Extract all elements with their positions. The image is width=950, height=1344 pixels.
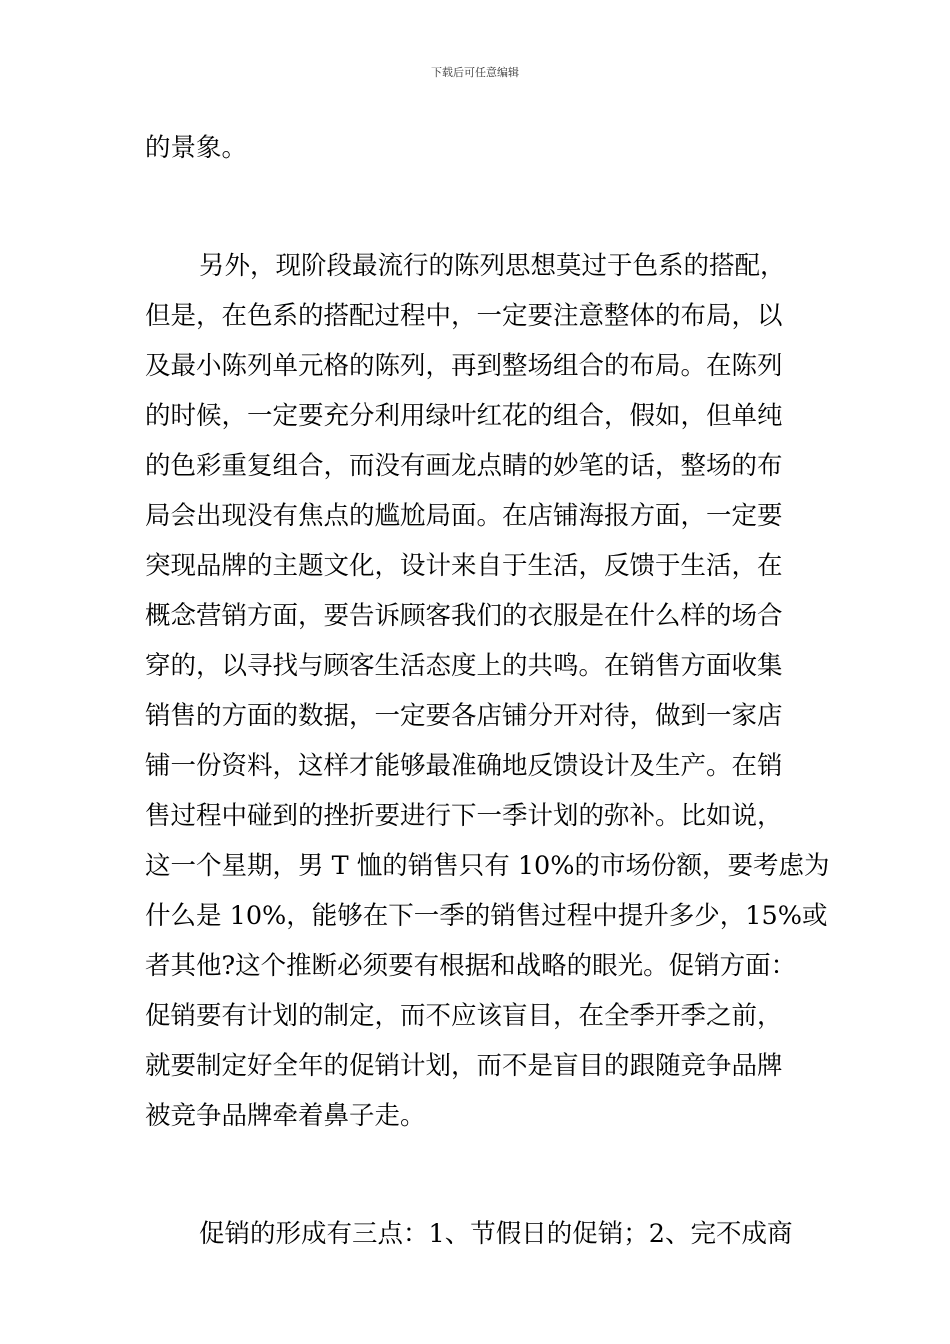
text-line: 及最小陈列单元格的陈列，再到整场组合的布局。在陈列 (145, 351, 783, 381)
text-line: 穿的，以寻找与顾客生活态度上的共鸣。在销售方面收集 (145, 651, 783, 681)
text-line: 概念营销方面，要告诉顾客我们的衣服是在什么样的场合 (145, 601, 783, 631)
text-line: 局会出现没有焦点的尴尬局面。在店铺海报方面，一定要 (145, 501, 783, 531)
text-line: 突现品牌的主题文化，设计来自于生活，反馈于生活，在 (145, 551, 783, 581)
text-line: 什么是 10%，能够在下一季的销售过程中提升多少，15%或 (145, 901, 828, 931)
document-body (145, 123, 830, 1259)
text-line: 销售的方面的数据，一定要各店铺分开对待，做到一家店 (145, 701, 783, 731)
page-header: 下载后可任意编辑 (431, 66, 519, 79)
text-line: 者其他?这个推断必须要有根据和战略的眼光。促销方面： (145, 951, 797, 981)
text-line: 促销要有计划的制定，而不应该盲目，在全季开季之前， (145, 1001, 783, 1031)
text-line: 售过程中碰到的挫折要进行下一季计划的弥补。比如说， (145, 801, 783, 831)
text-line: 就要制定好全年的促销计划，而不是盲目的跟随竞争品牌 (145, 1051, 783, 1081)
paragraph-2 (145, 241, 830, 1141)
paragraph-1 (145, 123, 815, 173)
text-line: 的色彩重复组合，而没有画龙点睛的妙笔的话，整场的布 (145, 451, 783, 481)
text-line: 被竞争品牌牵着鼻子走。 (145, 1101, 426, 1131)
text-line: 促销的形成有三点：1、节假日的促销；2、完不成商 (199, 1219, 793, 1249)
text-line: 另外，现阶段最流行的陈列思想莫过于色系的搭配， (199, 251, 786, 281)
text-line: 铺一份资料，这样才能够最准确地反馈设计及生产。在销 (145, 751, 783, 781)
text-line: 这一个星期，男 T 恤的销售只有 10%的市场份额，要考虑为 (145, 851, 830, 881)
text-line: 的时候，一定要充分利用绿叶红花的组合，假如，但单纯 (145, 401, 783, 431)
text-line: 的景象。 (145, 133, 248, 163)
paragraph-3 (145, 1209, 815, 1259)
text-line: 但是，在色系的搭配过程中，一定要注意整体的布局，以 (145, 301, 783, 331)
